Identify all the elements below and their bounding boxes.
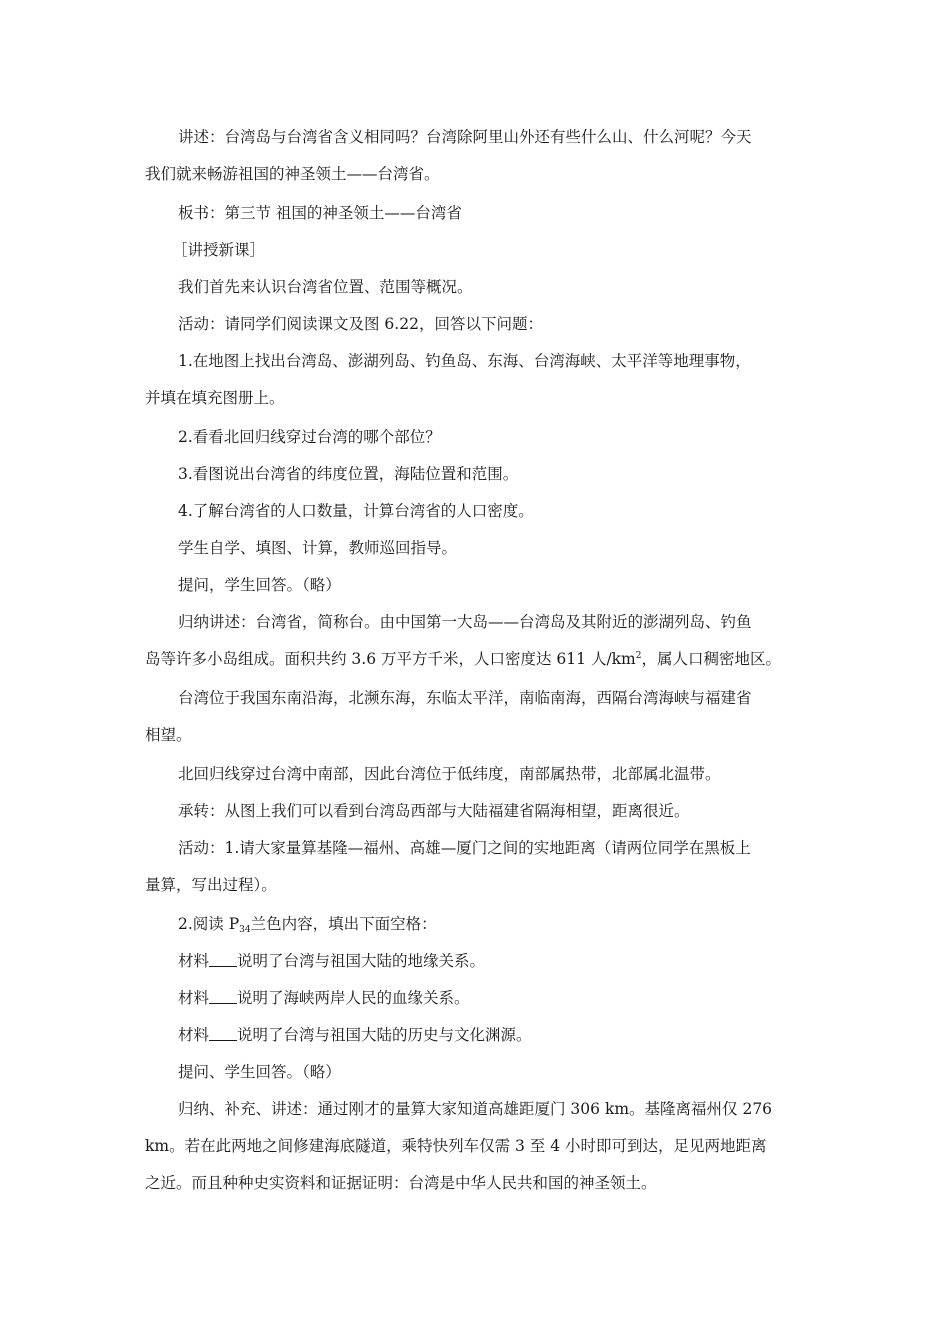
- text-line: 讲述：台湾岛与台湾省含义相同吗？台湾除阿里山外还有些什么山、什么河呢？今天: [178, 128, 752, 146]
- text-line: 活动：1.请大家量算基隆—福州、高雄—厦门之间的实地距离（请两位同学在黑板上: [178, 839, 751, 857]
- material-item: [145, 943, 810, 980]
- text-line: 活动：请同学们阅读课文及图 6.22，回答以下问题：: [178, 315, 543, 333]
- paragraph: [145, 269, 810, 306]
- paragraph: [145, 567, 810, 604]
- question-4: [145, 493, 810, 530]
- text-line: 相望。: [145, 726, 192, 744]
- text-line: 提问，学生回答。（略）: [178, 576, 341, 594]
- material-item: [145, 980, 810, 1017]
- fill-blank[interactable]: [209, 989, 237, 1004]
- text-line: 归纳、补充、讲述：通过刚才的量算大家知道高雄距厦门 306 km。基隆离福州仅 276: [178, 1100, 773, 1118]
- text-line: 2.看看北回归线穿过台湾的哪个部位？: [178, 428, 441, 446]
- density-text-end: ，属人口稠密地区。: [641, 650, 782, 668]
- paragraph-summary: [145, 604, 810, 678]
- text-line: 学生自学、填图、计算，教师巡回指导。: [178, 539, 458, 557]
- paragraph-board-title: [145, 195, 810, 232]
- text-line: 量算，写出过程）。: [145, 876, 277, 894]
- text-line-density: [145, 641, 810, 678]
- question-3: [145, 456, 810, 493]
- text-line: 归纳讲述：台湾省，简称台。由中国第一大岛——台湾岛及其附近的澎湖列岛、钓鱼: [178, 613, 752, 631]
- paragraph: [145, 530, 810, 567]
- text-line: [145, 980, 810, 1017]
- material-text: 说明了海峡两岸人民的血缘关系。: [237, 989, 470, 1007]
- text-line: 4.了解台湾省的人口数量，计算台湾省的人口密度。: [178, 502, 534, 520]
- paragraph-location: [145, 680, 810, 754]
- text-line: 我们就来畅游祖国的神圣领土——台湾省。: [145, 165, 440, 183]
- density-text: 岛等许多小岛组成。面积共约 3.6 万平方千米，人口密度达 611 人/km: [145, 650, 636, 668]
- text-line: km。若在此两地之间修建海底隧道，乘特快列车仅需 3 至 4 小时即可到达，足见两地距离: [145, 1137, 767, 1155]
- text-line: 我们首先来认识台湾省位置、范围等概况。: [178, 278, 473, 296]
- section-heading: [145, 232, 810, 269]
- paragraph: [145, 756, 810, 793]
- fill-blank[interactable]: [209, 1026, 237, 1041]
- fill-blank[interactable]: [209, 952, 237, 967]
- text-line: 并填在填充图册上。: [145, 389, 285, 407]
- text-line: 之近。而且种种史实资料和证据证明：台湾是中华人民共和国的神圣领土。: [145, 1174, 657, 1192]
- question-1: [145, 343, 810, 417]
- material-item: [145, 1017, 810, 1054]
- text-line: 板书：第三节 祖国的神圣领土——台湾省: [178, 204, 462, 222]
- text-line: 3.看图说出台湾省的纬度位置，海陆位置和范围。: [178, 465, 519, 483]
- reading-text: 2.阅读 P: [178, 915, 240, 933]
- paragraph: [145, 1054, 810, 1091]
- paragraph-reading: [145, 906, 810, 943]
- text-line: 承转：从图上我们可以看到台湾岛西部与大陆福建省隔海相望，距离很近。: [178, 802, 690, 820]
- material-text: 说明了台湾与祖国大陆的历史与文化渊源。: [237, 1026, 532, 1044]
- text-line-reading: [145, 906, 810, 943]
- paragraph-activity: [145, 306, 810, 343]
- material-prefix: 材料: [178, 1026, 210, 1044]
- text-line: ［讲授新课］: [172, 241, 266, 259]
- superscript: 2: [635, 651, 642, 661]
- text-line: 1.在地图上找出台湾岛、澎湖列岛、钓鱼岛、东海、台湾海峡、太平洋等地理事物，: [178, 352, 751, 370]
- subscript: 34: [239, 925, 251, 935]
- paragraph: [145, 793, 810, 830]
- text-line: [145, 1017, 810, 1054]
- text-line: [145, 943, 810, 980]
- paragraph-conclusion: [145, 1091, 810, 1202]
- paragraph-activity-2: [145, 830, 810, 904]
- material-prefix: 材料: [178, 989, 210, 1007]
- reading-text-end: 兰色内容，填出下面空格：: [250, 915, 437, 933]
- material-prefix: 材料: [178, 952, 210, 970]
- text-line: 台湾位于我国东南沿海，北濒东海，东临太平洋，南临南海，西隔台湾海峡与福建省: [178, 689, 752, 707]
- paragraph-intro: [145, 119, 810, 193]
- question-2: [145, 419, 810, 456]
- text-line: 北回归线穿过台湾中南部，因此台湾位于低纬度，南部属热带，北部属北温带。: [178, 765, 721, 783]
- text-line: 提问、学生回答。（略）: [178, 1063, 341, 1081]
- material-text: 说明了台湾与祖国大陆的地缘关系。: [237, 952, 486, 970]
